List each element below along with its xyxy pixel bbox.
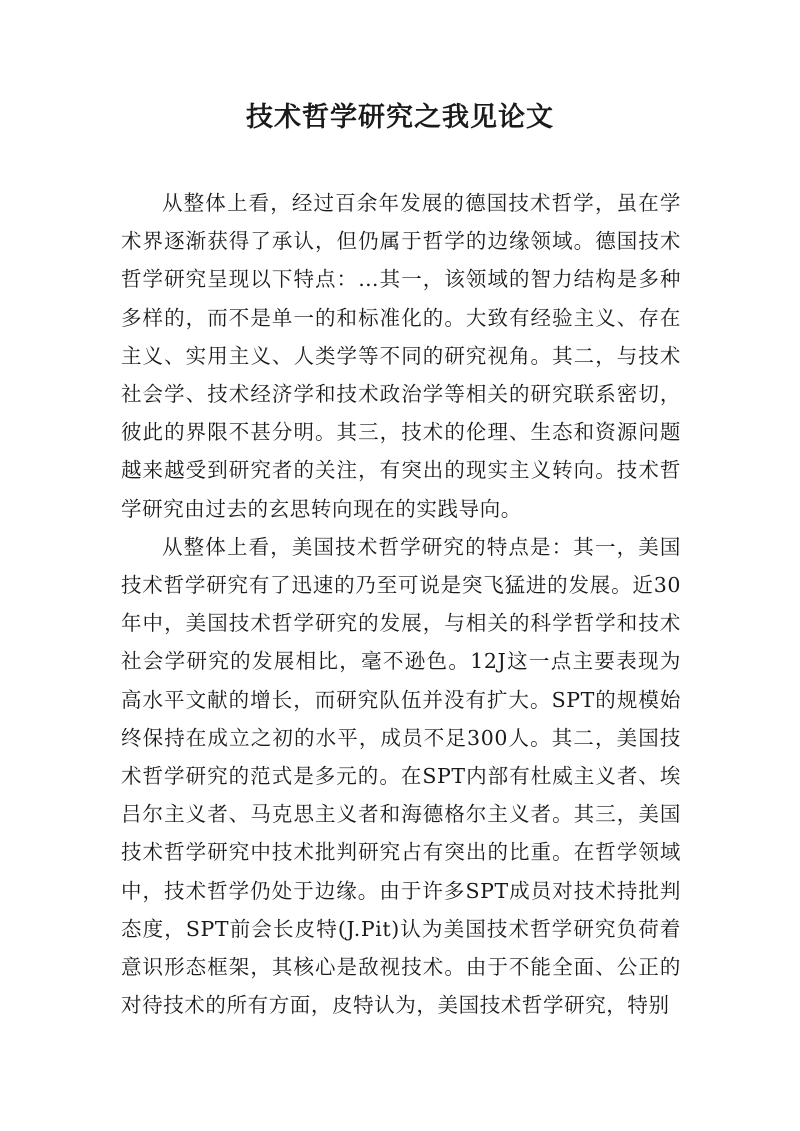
document-body bbox=[121, 184, 681, 1024]
document-title: 技术哲学研究之我见论文 bbox=[246, 102, 554, 133]
paragraph-germany: 从整体上看，经过百余年发展的德国技术哲学，虽在学术界逐渐获得了承认，但仍属于哲学的边缘领域。德国技术哲学研究呈现以下特点：…其一，该领域的智力结构是多种多样的，而不是单一的和标准化的。大致有经验主义、存在主义、实用主义、人类学等不同的研究视角。其二，与技术社会学、技术经济学和技术政治学等相关的研究联系密切，彼此的界限不甚分明。其三，技术的伦理、生态和资源问题越来越受到研究者的关注，有突出的现实主义转向。技术哲学研究由过去的玄思转向现在的实践导向。 bbox=[121, 191, 681, 521]
paragraph-usa: 从整体上看，美国技术哲学研究的特点是：其一，美国技术哲学研究有了迅速的乃至可说是突飞猛进的发展。近30年中，美国技术哲学研究的发展，与相关的科学哲学和技术社会学研究的发展相比，毫不逊色。12J这一点主要表现为高水平文献的增长，而研究队伍并没有扩大。SPT的规模始终保持在成立之初的水平，成员不足300人。其二，美国技术哲学研究的范式是多元的。在SPT内部有杜威主义者、埃吕尔主义者、马克思主义者和海德格尔主义者。其三，美国技术哲学研究中技术批判研究占有突出的比重。在哲学领域中，技术哲学仍处于边缘。由于许多SPT成员对技术持批判态度，SPT前会长皮特(J.Pit)认为美国技术哲学研究负荷着意识形态框架，其核心是敌视技术。由于不能全面、公正的对待技术的所有方面，皮特认为，美国技术哲学研究，特别 bbox=[121, 534, 681, 1018]
